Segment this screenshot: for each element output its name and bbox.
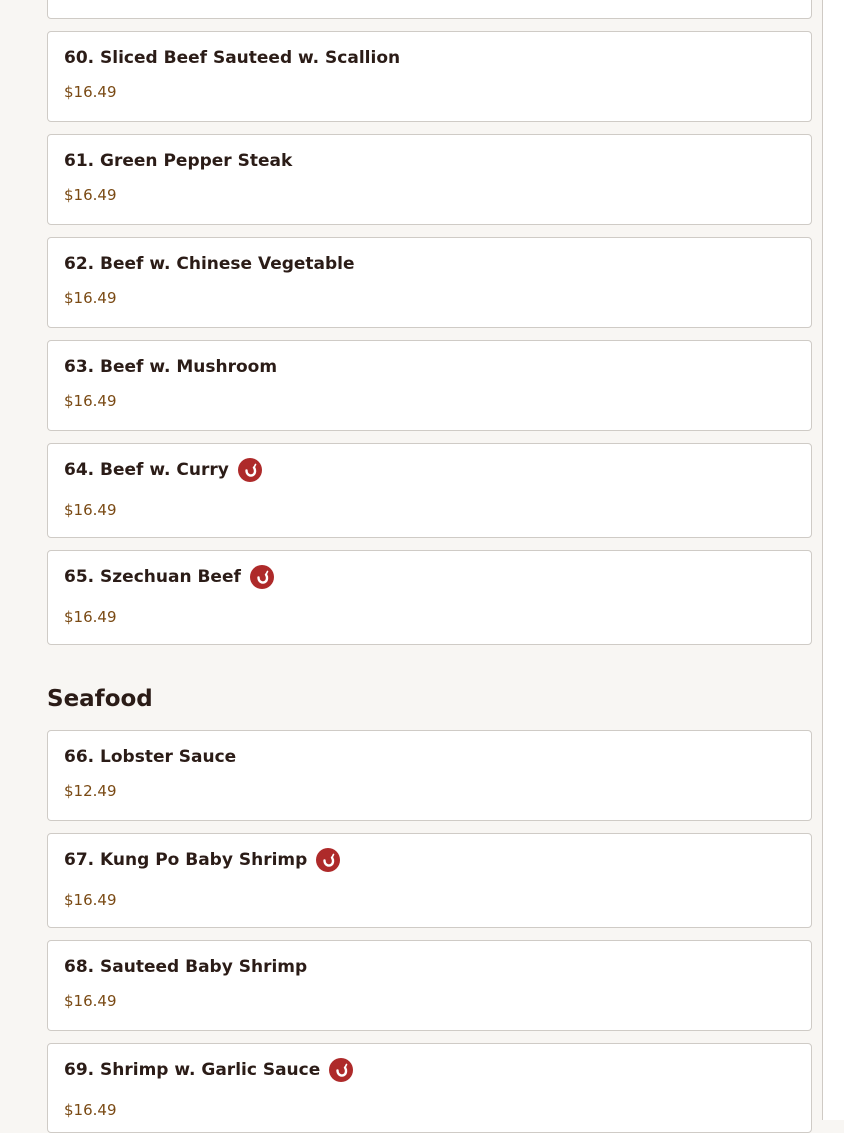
menu-item-name-text: 64. Beef w. Curry [64,460,229,480]
menu-item-card[interactable] [47,31,812,122]
menu-item-name [64,355,277,379]
menu-item-card[interactable] [47,443,812,538]
menu-item-name [64,745,236,769]
menu-item-price: $16.49 [64,1101,117,1119]
menu-item-name [64,458,262,482]
menu-item-card[interactable] [47,340,812,431]
menu-item-name-text: 63. Beef w. Mushroom [64,357,278,377]
menu-item-name-text: 62. Beef w. Chinese Vegetable [64,254,355,274]
menu-item-name [64,848,340,872]
menu-item-name [64,149,292,173]
menu-item-name-text: 69. Shrimp w. Garlic Sauce [64,1060,321,1080]
menu-item-name-text: 65. Szechuan Beef [64,567,241,587]
chili-pepper-icon [238,458,262,482]
menu-item-card-partial[interactable] [47,0,812,19]
menu-item-name [64,565,274,589]
menu-item-card[interactable] [47,134,812,225]
chili-pepper-icon [250,565,274,589]
menu-item-name [64,955,307,979]
menu-item-price: $16.49 [64,608,117,626]
menu-item-name-text: 66. Lobster Sauce [64,747,237,767]
menu-item-price: $16.49 [64,392,117,410]
menu-item-card[interactable] [47,550,812,645]
menu-item-price: $16.49 [64,891,117,909]
chili-pepper-icon [329,1058,353,1082]
menu-item-card[interactable] [47,237,812,328]
menu-item-name [64,1058,353,1082]
menu-item-price: $16.49 [64,501,117,519]
menu-item-price: $16.49 [64,289,117,307]
chili-pepper-icon [316,848,340,872]
menu-item-card[interactable] [47,833,812,928]
menu-item-card[interactable] [47,730,812,821]
menu-item-price: $16.49 [64,186,117,204]
menu-item-name-text: 60. Sliced Beef Sauteed w. Scallion [64,48,401,68]
menu-item-name [64,46,400,70]
right-gutter [823,0,844,1120]
menu-item-price: $12.49 [64,782,117,800]
menu-item-name-text: 68. Sauteed Baby Shrimp [64,957,308,977]
menu-item-price: $16.49 [64,83,117,101]
menu-item-name-text: 61. Green Pepper Steak [64,151,293,171]
menu-item-name-text: 67. Kung Po Baby Shrimp [64,850,308,870]
menu-item-card[interactable] [47,940,812,1031]
menu-item-name [64,252,355,276]
section-title-seafood: Seafood [47,686,153,712]
menu-item-price: $16.49 [64,992,117,1010]
